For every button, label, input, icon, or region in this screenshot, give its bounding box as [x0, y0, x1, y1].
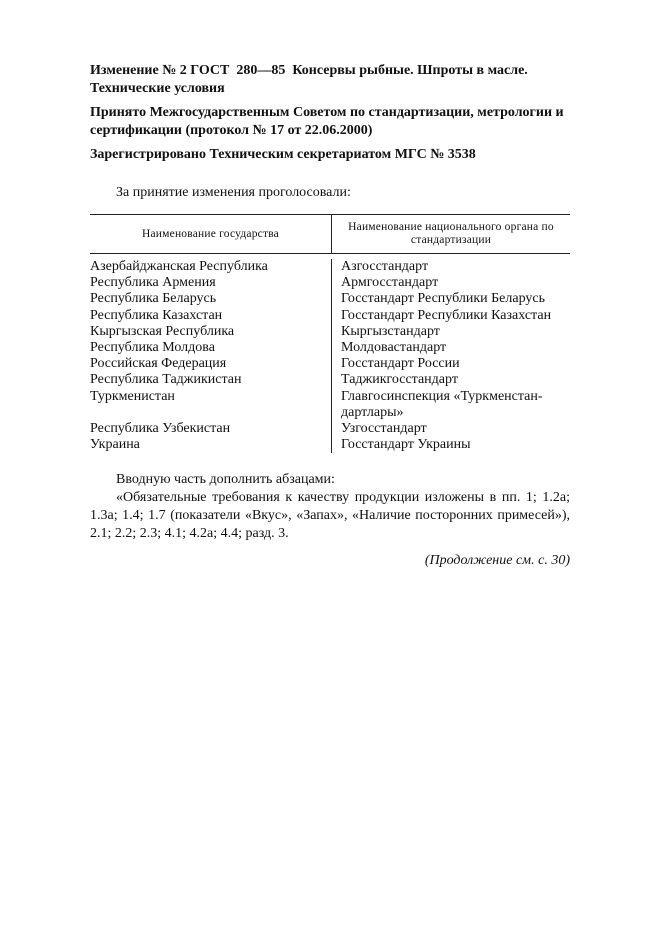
quoted-paragraph: «Обязательные требования к качеству продукции изложены в пп. 1; 1.2а; 1.3а; 1.4; 1.7 (показатели «Вкус», «Запах», «Наличие посторонних примесей»), 2.1; 2.2; 2.3; 4.1; 4.2а; 4.4; разд. 3.	[90, 490, 570, 542]
table-cell-state: Туркменистан	[90, 388, 175, 404]
table-cell-state: Республика Беларусь	[90, 291, 217, 307]
amendment-title-line2: Технические условия	[90, 81, 225, 96]
table-cell-body: Узгосстандарт	[341, 420, 427, 436]
table-cell-body: Кыргызстандарт	[341, 323, 440, 339]
column-header-body: Наименование национального органа по стандартизации	[331, 215, 570, 253]
table-cell-body: Главгосинспекция «Туркменстан-дартлары»	[341, 388, 543, 420]
table-cell-state: Российская Федерация	[90, 356, 227, 372]
table-cell-body: Госстандарт Республики Беларусь	[341, 291, 546, 307]
table-cell-state: Республика Молдова	[90, 339, 215, 355]
table-cell-body: Таджикгосстандарт	[341, 372, 458, 388]
adopted-statement: Принято Межгосударственным Советом по стандартизации, метрологии и сертификации (протокол № 17 от 22.06.2000)	[90, 105, 564, 138]
registered-statement: Зарегистрировано Техническим секретариатом МГС № 3538	[90, 147, 476, 162]
document-page	[90, 62, 570, 570]
intro-paragraph: Вводную часть дополнить абзацами:	[116, 472, 335, 488]
table-cell-state: Азербайджанская Республика	[90, 259, 268, 274]
table-cell-state: Республика Казахстан	[90, 307, 223, 323]
amendment-title	[90, 62, 570, 98]
table-cell-state: Республика Таджикистан	[90, 372, 242, 388]
table-cell-body: Госстандарт России	[341, 356, 460, 372]
state-column	[90, 259, 331, 453]
table-cell-state: Кыргызская Республика	[90, 323, 235, 339]
column-header-state: Наименование государства	[142, 227, 279, 240]
voted-intro: За принятие изменения проголосовали:	[116, 185, 351, 200]
voting-table	[90, 214, 570, 453]
standards-body-column	[331, 259, 570, 453]
amendment-title-line1: Изменение № 2 ГОСТ 280—85 Консервы рыбные. Шпроты в масле.	[90, 63, 528, 78]
table-cell-state: Республика Узбекистан	[90, 420, 231, 436]
table-cell-state: Украина	[90, 437, 140, 453]
table-cell-body: Госстандарт Республики Казахстан	[341, 307, 552, 323]
table-cell-body: Молдовастандарт	[341, 339, 447, 355]
table-header	[90, 215, 570, 254]
table-cell-state: Республика Армения	[90, 275, 216, 291]
table-body	[90, 259, 570, 453]
table-cell-body: Армгосстандарт	[341, 275, 439, 291]
continuation-note: (Продолжение см. с. 30)	[424, 553, 570, 569]
table-cell-body: Азгосстандарт	[341, 259, 429, 274]
table-cell-body: Госстандарт Украины	[341, 437, 471, 453]
